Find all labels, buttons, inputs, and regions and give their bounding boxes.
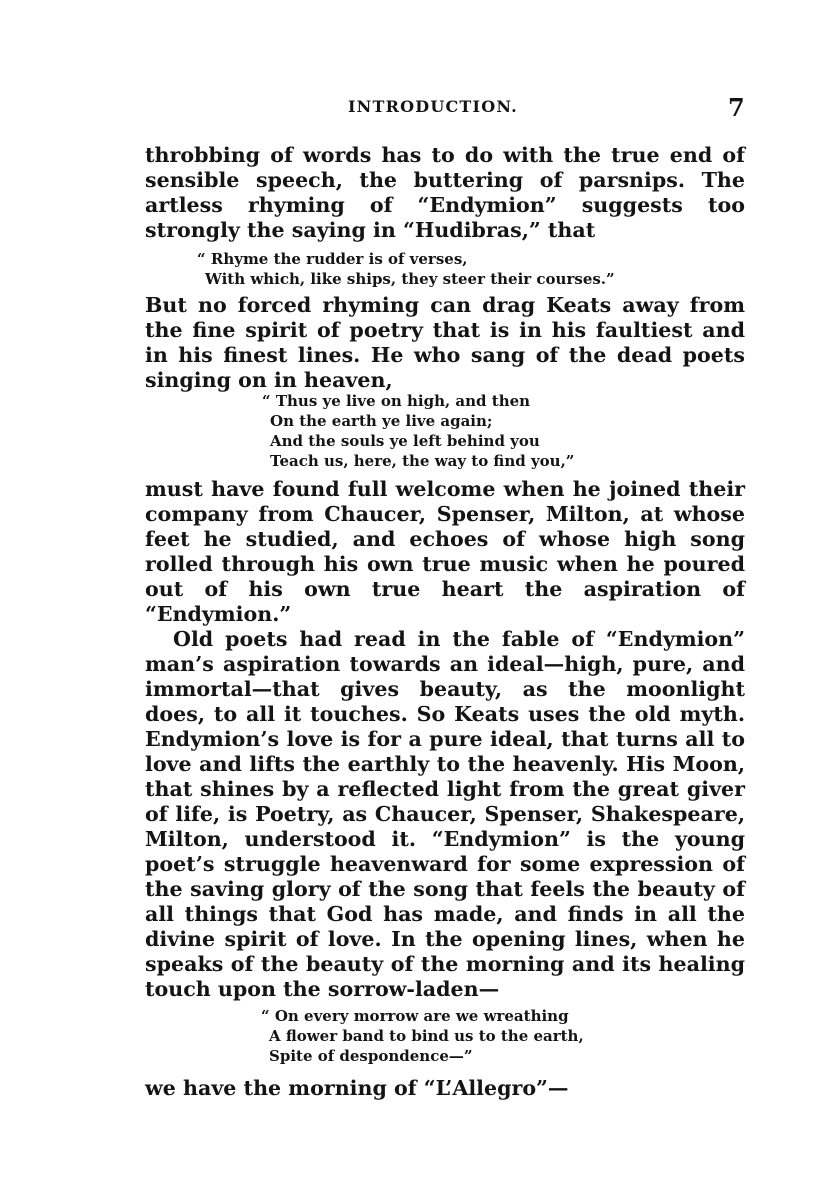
verse-line: “ Thus ye live on high, and then bbox=[262, 392, 531, 410]
verse-line: And the souls ye left behind you bbox=[270, 432, 540, 450]
verse-line: Spite of despondence—” bbox=[269, 1047, 473, 1065]
verse-quote-hudibras bbox=[145, 249, 745, 289]
verse-line: Teach us, here, the way to find you,” bbox=[270, 452, 575, 470]
paragraph-4: Old poets had read in the fable of “Endymion” man’s aspiration towards an ideal—high, pure, and immortal—that gives beauty, as the moonlight does, to all it touches. So Keats uses the old myth. Endymion’s love is for a pure ideal, that turns all to love and lifts the earthly to the heavenly. His Moon, that shines by a reflected light from the great giver of life, is Poetry, as Chaucer, Spenser, Shakespeare, Milton, understood it. “Endymion” is the young poet’s struggle heavenward for some expression of the saving glory of the song that feels the beauty of all things that God has made, and finds in all the divine spirit of love. In the opening lines, when he speaks of the beauty of the morning and its healing touch upon the sorrow-laden— bbox=[145, 627, 745, 1001]
verse-quote-endymion bbox=[145, 1006, 745, 1066]
page-header bbox=[0, 93, 840, 123]
verse-line: “ On every morrow are we wreathing bbox=[261, 1007, 569, 1025]
verse-quote-poets bbox=[145, 391, 745, 471]
verse-line: “ Rhyme the rudder is of verses, bbox=[197, 250, 468, 268]
paragraph-3: must have found full welcome when he joined their company from Chaucer, Spenser, Milton, at whose feet he studied, and echoes of whose high song rolled through his own true music when he poured out of his own true heart the aspiration of “Endymion.” bbox=[145, 477, 745, 626]
page-number: 7 bbox=[728, 93, 745, 122]
verse-line: A flower band to bind us to the earth, bbox=[269, 1027, 584, 1045]
paragraph-5: we have the morning of “L’Allegro”— bbox=[145, 1076, 569, 1100]
verse-line: On the earth ye live again; bbox=[270, 412, 493, 430]
paragraph-2: But no forced rhyming can drag Keats away from the fine spirit of poetry that is in his faultiest and in his finest lines. He who sang of the dead poets singing on in heaven, bbox=[145, 293, 745, 392]
verse-line: With which, like ships, they steer their courses.” bbox=[205, 270, 615, 288]
paragraph-1: throbbing of words has to do with the true end of sensible speech, the buttering of parsnips. The artless rhyming of “Endymion” suggests too strongly the saying in “Hudibras,” that bbox=[145, 143, 745, 242]
page-body bbox=[145, 143, 745, 1101]
running-head: INTRODUCTION. bbox=[348, 97, 518, 116]
